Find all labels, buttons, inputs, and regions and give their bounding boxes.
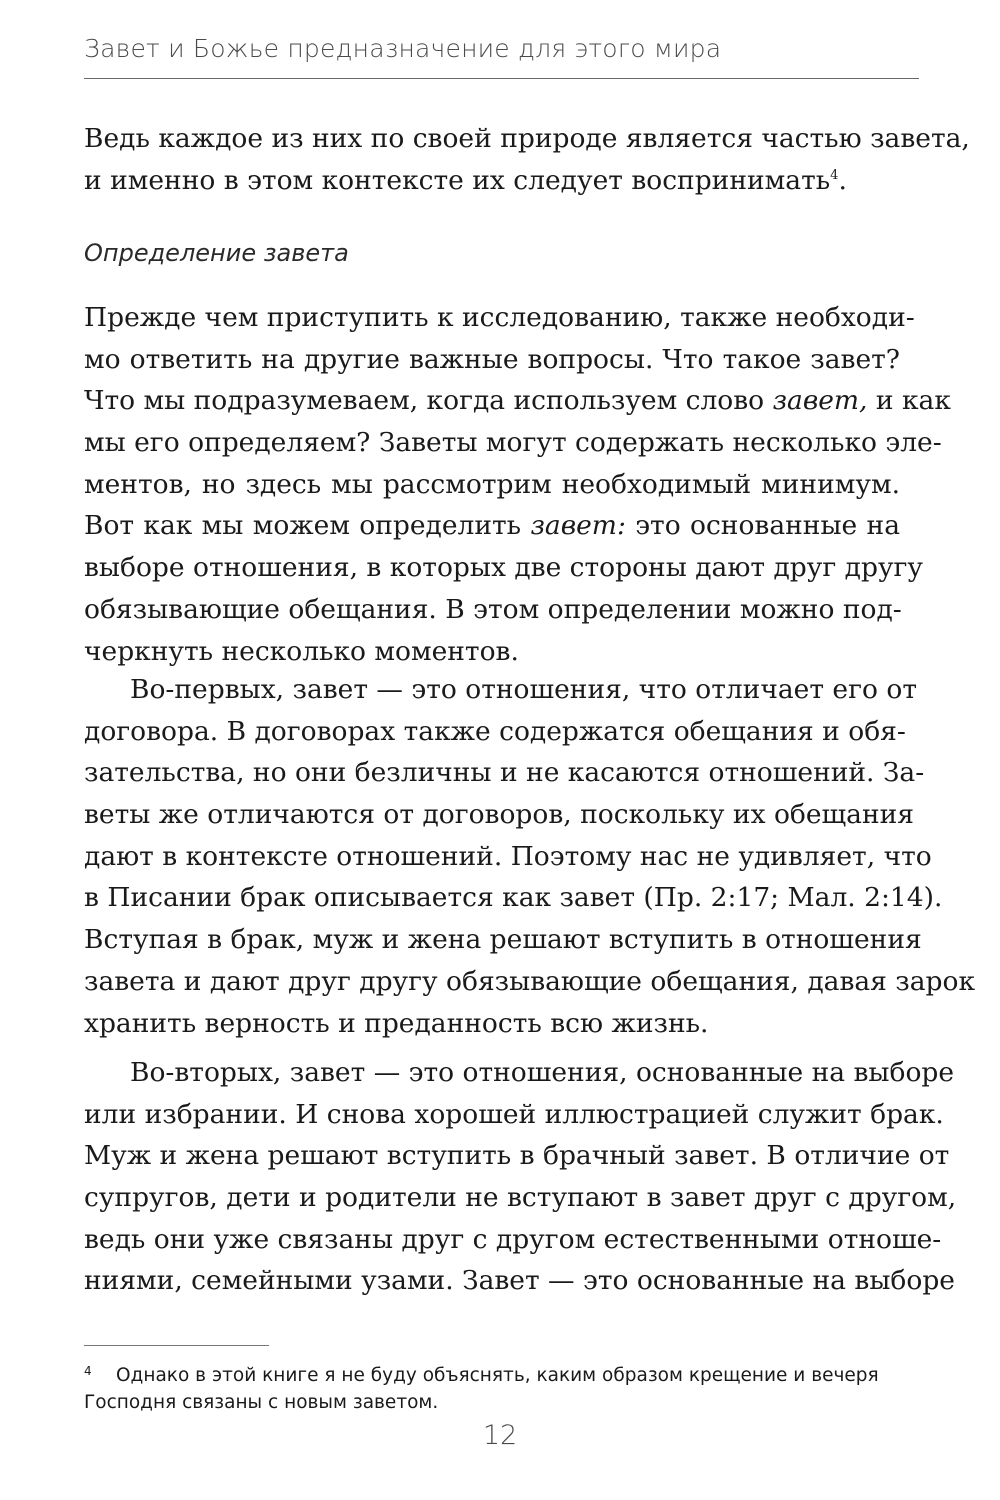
paragraph-2 <box>84 297 951 672</box>
footnote-line: Господня связаны с новым заветом. <box>84 1392 439 1413</box>
text-fragment: Что мы подразумеваем, когда используем слово <box>84 385 773 417</box>
text-line <box>84 380 951 422</box>
italic-term: завет, <box>772 385 868 417</box>
running-head: Завет и Божье предназначение для этого мира <box>84 34 722 63</box>
text-fragment: и именно в этом контексте их следует воспринимать <box>84 164 831 196</box>
footnote-line <box>84 1362 900 1389</box>
text-line: договора. В договорах также содержатся обещания и обя- <box>84 715 906 747</box>
text-line: зательства, но они безличны и не касаются отношений. За- <box>84 757 925 789</box>
text-line <box>84 160 900 202</box>
text-line: черкнуть несколько моментов. <box>84 635 519 667</box>
text-fragment: это основанные на <box>625 510 901 542</box>
text-line: ниями, семейными узами. Завет — это основанные на выборе <box>84 1265 955 1297</box>
footnote-reference[interactable]: 4 <box>830 167 839 183</box>
text-line: выборе отношения, в которых две стороны дают друг другу <box>84 552 924 584</box>
paragraph-1 <box>84 118 970 201</box>
text-line: Вступая в брак, муж и жена решают вступить в отношения <box>84 924 922 956</box>
italic-term: завет: <box>530 510 626 542</box>
text-line: мы его определяем? Заветы могут содержать несколько эле- <box>84 427 942 459</box>
text-line: Во-первых, завет — это отношения, что отличает его от <box>130 674 917 705</box>
text-line: мо ответить на другие важные вопросы. Что такое завет? <box>84 343 900 375</box>
footnote-number: 4 <box>84 1364 92 1378</box>
text-line: Муж и жена решают вступить в брачный завет. В отличие от <box>84 1140 950 1172</box>
section-subheading: Определение завета <box>84 239 349 267</box>
page-number: 12 <box>482 1420 518 1451</box>
text-line: супругов, дети и родители не вступают в завет друг с другом, <box>84 1182 957 1214</box>
text-fragment: Вот как мы можем определить <box>84 510 531 542</box>
text-line: Ведь каждое из них по своей природе является частью завета, <box>84 123 970 154</box>
text-line: веты же отличаются от договоров, поскольку их обещания <box>84 799 915 831</box>
text-line: дают в контексте отношений. Поэтому нас не удивляет, что <box>84 840 932 872</box>
paragraph-3 <box>84 669 976 1044</box>
text-line: Прежде чем приступить к исследованию, также необходи- <box>84 302 915 333</box>
text-line: обязывающие обещания. В этом определении можно под- <box>84 593 902 625</box>
text-line: Во-вторых, завет — это отношения, основанные на выборе <box>130 1057 955 1088</box>
footnote-rule <box>84 1345 269 1346</box>
text-line: в Писании брак описывается как завет (Пр. 2:17; Мал. 2:14). <box>84 882 943 914</box>
footnote-text: Однако в этой книге я не буду объяснять, каким образом крещение и вечеря <box>116 1365 879 1386</box>
paragraph-4 <box>84 1052 957 1302</box>
header-rule <box>84 78 919 79</box>
text-line: ведь они уже связаны друг с другом естественными отноше- <box>84 1223 942 1255</box>
footnote <box>84 1362 900 1416</box>
text-line: завета и дают друг другу обязывающие обещания, давая зарок <box>84 965 976 997</box>
text-line: хранить верность и преданность всю жизнь. <box>84 1007 709 1039</box>
text-line: или избрании. И снова хорошей иллюстрацией служит брак. <box>84 1098 944 1130</box>
text-line <box>84 505 900 547</box>
text-fragment: и как <box>867 385 951 417</box>
text-line: ментов, но здесь мы рассмотрим необходимый минимум. <box>84 468 900 500</box>
text-fragment: . <box>838 164 847 196</box>
